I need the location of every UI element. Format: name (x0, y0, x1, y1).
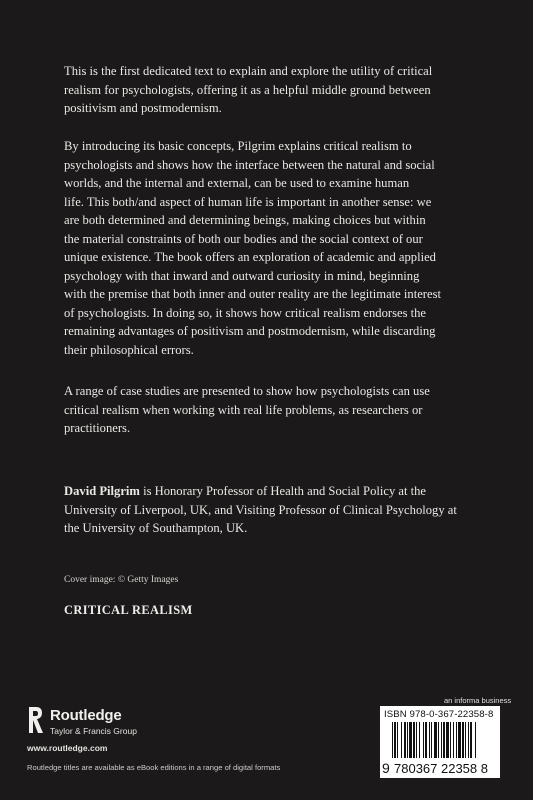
barcode-bar (434, 722, 437, 758)
barcode-bar (462, 722, 464, 758)
barcode-bar (441, 722, 442, 758)
blurb-paragraph-3 (64, 382, 494, 438)
blurb-paragraph-2 (64, 137, 494, 359)
barcode-bar (446, 722, 449, 758)
barcode-bar (450, 722, 451, 758)
text-line: worlds, and the internal and external, can be used to examine human (64, 176, 410, 190)
publisher-url[interactable]: www.routledge.com (27, 743, 108, 753)
cover-credit: Cover image: © Getty Images (64, 575, 179, 585)
barcode-bar (458, 722, 461, 758)
author-name: David Pilgrim (64, 484, 140, 498)
text-line (64, 482, 494, 501)
text-line: with the premise that both inner and outer reality are the legitimate interest (64, 287, 441, 301)
barcode-bar (404, 722, 406, 758)
barcode-bar (468, 722, 469, 758)
barcode-bar (407, 722, 408, 758)
barcode-bar (429, 722, 430, 758)
text-line: critical realism when working with real life problems, as researchers or (64, 402, 423, 417)
barcode-bar (416, 722, 417, 758)
text-line: A range of case studies are presented to show how psychologists can use (64, 384, 430, 398)
text-line: the University of Southampton, UK. (64, 521, 248, 535)
barcode-digits: 780367 22358 8 (394, 761, 488, 776)
barcode-bars-icon (380, 722, 500, 762)
publisher-name: Routledge (50, 707, 122, 724)
barcode-bar (409, 722, 412, 758)
text-line: This is the first dedicated text to explain and explore the utility of critical (64, 64, 433, 78)
barcode-bar (465, 722, 466, 758)
barcode-bar (401, 722, 402, 758)
barcode (380, 706, 500, 778)
informa-tagline: an informa business (444, 696, 512, 705)
barcode-bar (470, 722, 472, 758)
text-line: remaining advantages of positivism and postmodernism, while discarding (64, 324, 436, 338)
author-bio (64, 482, 494, 538)
text-line: positivism and postmodernism. (64, 101, 222, 115)
barcode-bar (475, 722, 476, 758)
series-title: CRITICAL REALISM (64, 603, 193, 617)
barcode-bar (392, 722, 393, 758)
text-line: practitioners. (64, 421, 131, 435)
barcode-bar (425, 722, 427, 758)
barcode-bar (456, 722, 457, 758)
isbn-number: ISBN 978-0-367-22358-8 (384, 709, 494, 720)
barcode-bar (423, 722, 424, 758)
publisher-group: Taylor & Francis Group (50, 726, 137, 736)
barcode-bar (413, 722, 415, 758)
text-line: their philosophical errors. (64, 342, 194, 357)
routledge-logo-icon (27, 705, 45, 735)
author-bio-text: is Honorary Professor of Health and Social Policy at the (139, 484, 427, 498)
text-line: life. This both/and aspect of human life is important in another sense: we (64, 194, 432, 209)
blurb-paragraph-1 (64, 62, 494, 118)
text-line: are both determined and determining beings, making choices but within (64, 213, 426, 227)
text-line: psychology with that inward and outward curiosity in mind, beginning (64, 268, 420, 283)
text-line: University of Liverpool, UK, and Visiting Professor of Clinical Psychology at (64, 502, 457, 517)
text-line: of psychologists. In doing so, it shows how critical realism endorses the (64, 305, 427, 320)
text-line: the material constraints of both our bodies and the social context of our (64, 231, 423, 246)
barcode-bar (453, 722, 454, 758)
barcode-bar (397, 722, 398, 758)
barcode-bar (394, 722, 396, 758)
barcode-bar (443, 722, 445, 758)
ebook-note: Routledge titles are available as eBook editions in a range of digital formats (27, 763, 281, 772)
text-line: unique existence. The book offers an exploration of academic and applied (64, 250, 436, 264)
barcode-first-digit: 9 (382, 760, 390, 776)
barcode-bar (438, 722, 439, 758)
text-line: By introducing its basic concepts, Pilgrim explains critical realism to (64, 139, 412, 153)
text-line: realism for psychologists, offering it as a helpful middle ground between (64, 82, 431, 97)
barcode-bar (419, 722, 420, 758)
barcode-bar (431, 722, 432, 758)
text-line: psychologists and shows how the interface between the natural and social (64, 157, 435, 172)
